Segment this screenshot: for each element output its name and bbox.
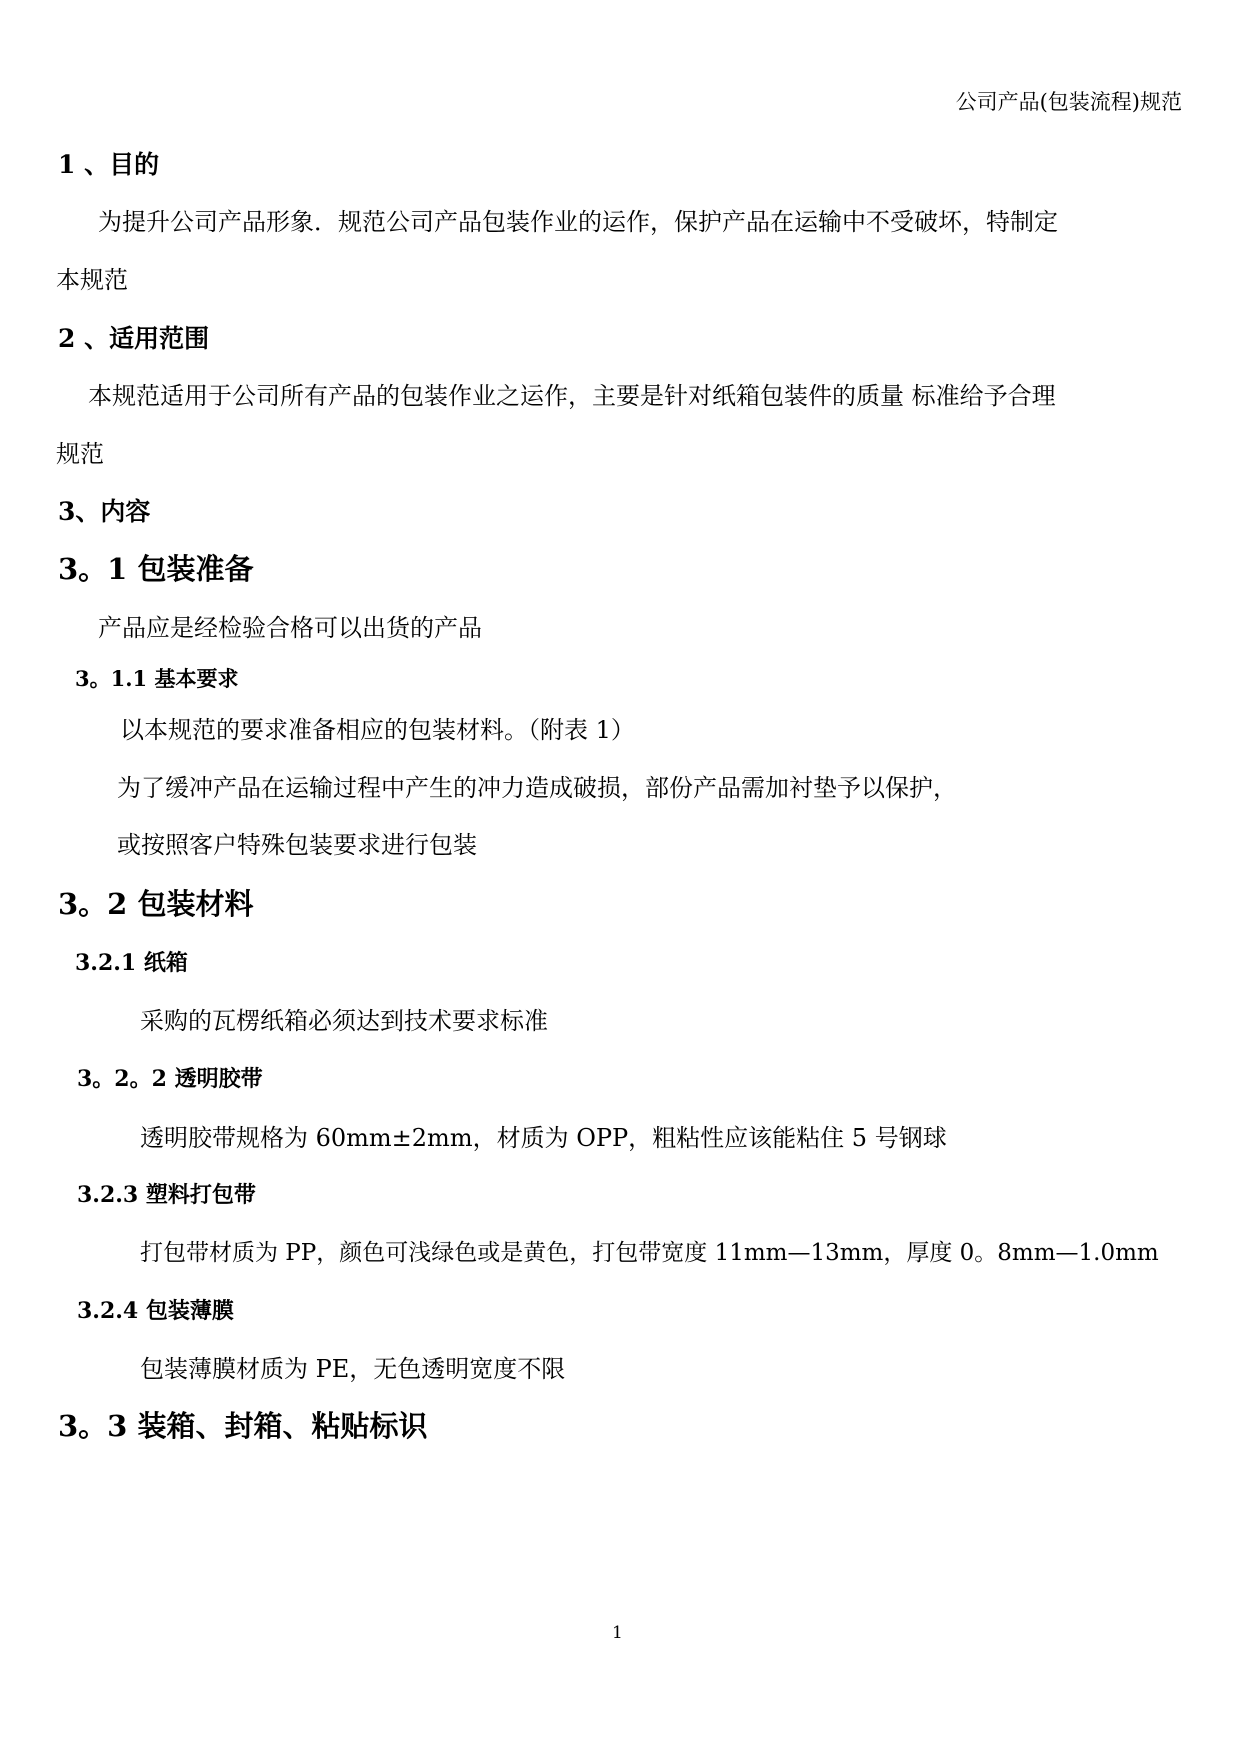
section-3-2-3-heading: 3.2.3 塑料打包带 (77, 1182, 256, 1208)
section-1-heading: 1 、目的 (58, 150, 160, 179)
running-header: 公司产品(包装流程)规范 (955, 90, 1182, 114)
section-3-2-2-paragraph: 透明胶带规格为 60mm±2mm，材质为 OPP，粗粘性应该能粘住 5 号钢球 (140, 1124, 947, 1152)
section-3-1-1-line-1: 以本规范的要求准备相应的包装材料。（附表 1） (120, 716, 635, 744)
section-2-paragraph-line-1: 本规范适用于公司所有产品的包装作业之运作，主要是针对纸箱包装件的质量 标准给予合理 (88, 382, 1056, 410)
section-2-heading: 2 、适用范围 (58, 324, 210, 353)
section-1-paragraph-line-2: 本规范 (56, 266, 128, 294)
section-3-1-paragraph: 产品应是经检验合格可以出货的产品 (98, 614, 482, 642)
section-3-2-1-paragraph: 采购的瓦楞纸箱必须达到技术要求标准 (140, 1007, 548, 1035)
section-3-2-heading: 3。2 包装材料 (58, 887, 254, 921)
section-3-1-1-line-3: 或按照客户特殊包装要求进行包装 (117, 831, 477, 859)
section-3-1-1-line-2: 为了缓冲产品在运输过程中产生的冲力造成破损，部份产品需加衬垫予以保护， (117, 774, 957, 802)
section-2-paragraph-line-2: 规范 (56, 440, 104, 468)
section-3-2-2-heading: 3。2。2 透明胶带 (77, 1066, 263, 1092)
section-3-2-4-heading: 3.2.4 包装薄膜 (77, 1298, 234, 1324)
section-1-paragraph-line-1: 为提升公司产品形象．规范公司产品包装作业的运作，保护产品在运输中不受破坏，特制定 (98, 208, 1058, 236)
section-3-2-4-paragraph: 包装薄膜材质为 PE，无色透明宽度不限 (140, 1355, 566, 1383)
section-3-heading: 3、内容 (58, 497, 151, 526)
page-number: 1 (612, 1623, 623, 1643)
section-3-2-3-paragraph: 打包带材质为 PP，颜色可浅绿色或是黄色，打包带宽度 11mm—13mm，厚度 0。8mm—1.0mm (140, 1240, 1159, 1266)
section-3-1-heading: 3。1 包装准备 (58, 552, 254, 586)
section-3-1-1-heading: 3。1.1 基本要求 (75, 666, 239, 691)
section-3-2-1-heading: 3.2.1 纸箱 (75, 950, 188, 976)
section-3-3-heading: 3。3 装箱、封箱、粘贴标识 (58, 1409, 428, 1443)
